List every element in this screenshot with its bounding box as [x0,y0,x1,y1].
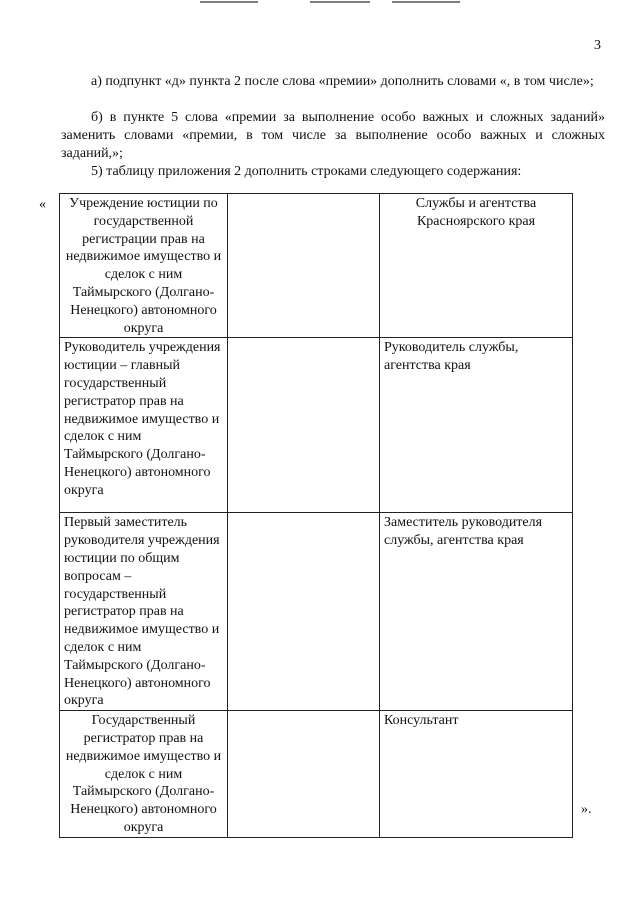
table-cell-position: Руководитель учреждения юстиции – главный государственный регистратор прав на недвижимое имущество и сделок с ним Таймырского (Долгано-Ненецкого) автономного округа [60,338,228,513]
table-cell-position: Государственный регистратор прав на недвижимое имущество и сделок с ним Таймырского (Долгано-Ненецкого) автономного округа [60,711,228,838]
table-cell-equivalent: Консультант [380,711,573,838]
page-number: 3 [594,38,601,53]
paragraph-b: б) в пункте 5 слова «премии за выполнение особо важных и сложных заданий» заменить словами «премии, в том числе за выполнение особо важных и сложных заданий,»; [61,110,605,161]
scan-artifact-marks [0,0,640,6]
table-cell-empty [228,194,380,338]
paragraph-5: 5) таблицу приложения 2 дополнить строками следующего содержания: [91,164,522,179]
table-cell-category: Службы и агентства Красноярского края [380,194,573,338]
table-row [60,711,573,838]
table-open-quote: « [39,197,46,212]
table-close-quote: ». [581,802,592,817]
table-cell-empty [228,338,380,513]
table-cell-position: Первый заместитель руководителя учреждения юстиции по общим вопросам – государственный регистратор прав на недвижимое имущество и сделок с ним Таймырского (Долгано-Ненецкого) автономного округа [60,513,228,711]
table-row [60,338,573,513]
table-cell-institution: Учреждение юстиции по государственной регистрации прав на недвижимое имущество и сделок с ним Таймырского (Долгано-Ненецкого) автономного округа [60,194,228,338]
paragraph-a: а) подпункт «д» пункта 2 после слова «премии» дополнить словами «, в том числе»; [91,74,594,89]
table-cell-equivalent: Руководитель службы, агентства края [380,338,573,513]
table-cell-empty [228,513,380,711]
appendix-table [59,193,573,838]
table-cell-equivalent: Заместитель руководителя службы, агентства края [380,513,573,711]
table-row [60,513,573,711]
table-cell-empty [228,711,380,838]
table-row [60,194,573,338]
